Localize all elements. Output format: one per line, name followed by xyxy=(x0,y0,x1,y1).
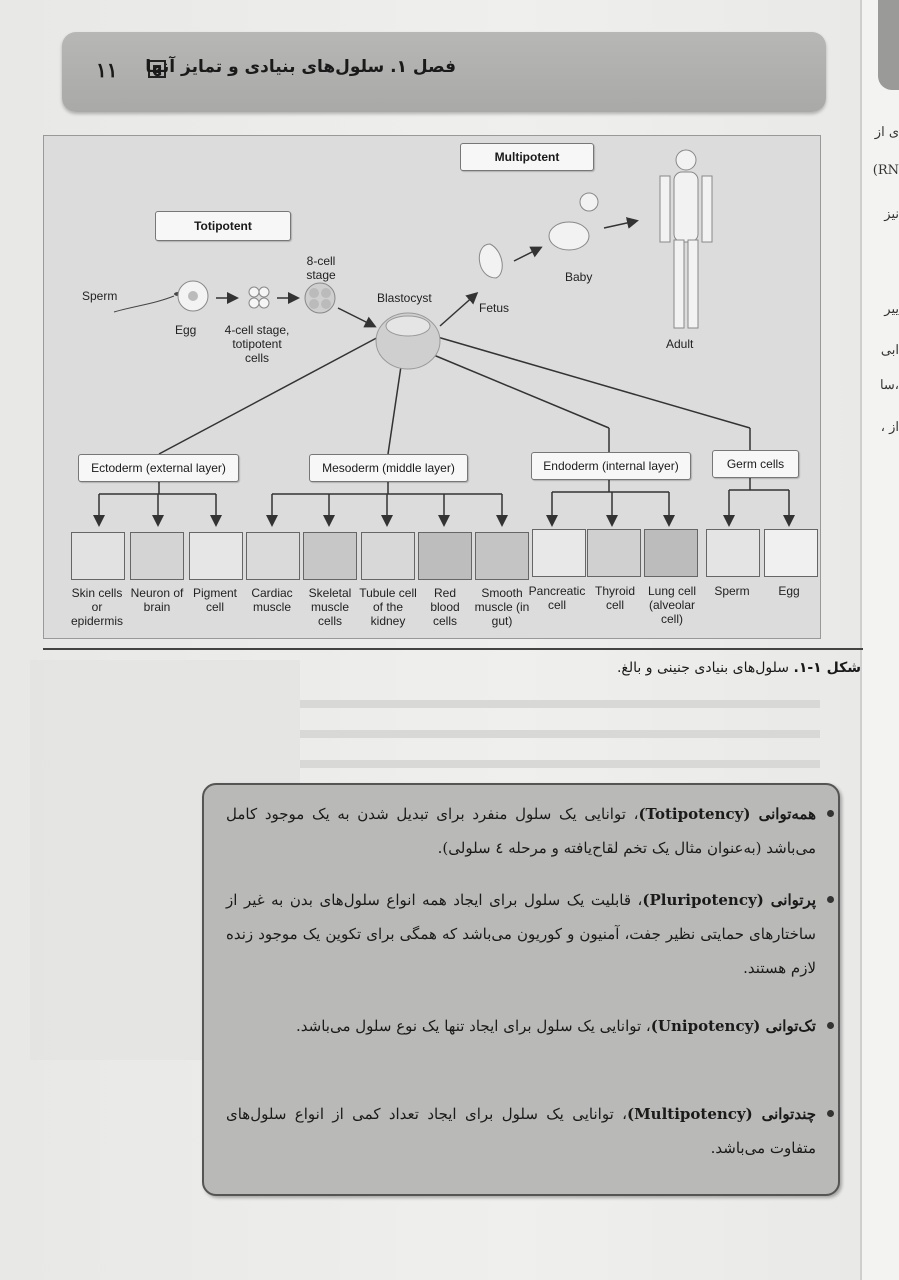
bullet-icon xyxy=(827,1022,834,1029)
germ-sperm-image xyxy=(706,529,760,577)
smooth-muscle-image xyxy=(475,532,529,580)
chapter-header xyxy=(62,32,826,112)
definitions-box xyxy=(202,783,840,1196)
pancreatic-cell-image xyxy=(532,529,586,577)
definition-term: چندتوانی (Multipotency) xyxy=(626,1105,817,1123)
totipotent-label-box: Totipotent xyxy=(155,211,291,241)
red-blood-cells-image xyxy=(418,532,472,580)
four-cell-label: 4-cell stage, totipotent cells xyxy=(224,323,290,365)
adjacent-page-edge xyxy=(860,0,899,1280)
cell-label: Tubule cell of the kidney xyxy=(359,586,417,628)
cardiac-muscle-image xyxy=(246,532,300,580)
cell-label: Smooth muscle (in gut) xyxy=(474,586,530,628)
bleed-through-text xyxy=(300,700,820,708)
caption-label: شکل ۱-۱. xyxy=(793,660,861,676)
lung-cell-image xyxy=(644,529,698,577)
eight-cell-label: 8-cell stage xyxy=(306,254,336,282)
page-number: ۱۱ xyxy=(96,58,118,82)
sperm-label: Sperm xyxy=(82,289,118,303)
fetus-label: Fetus xyxy=(479,301,510,315)
neuron-image xyxy=(130,532,184,580)
definition-term: همه‌توانی (Totipotency) xyxy=(638,805,817,823)
mesoderm-box: Mesoderm (middle layer) xyxy=(309,454,468,482)
adjacent-page-tab xyxy=(878,0,899,90)
cell-label: Cardiac muscle xyxy=(251,586,293,614)
cell-label: Skeletal muscle cells xyxy=(308,586,352,628)
definition-term: پرتوانی (Pluripotency) xyxy=(642,891,816,909)
ectoderm-box: Ectoderm (external layer) xyxy=(78,454,239,482)
cell-label: Lung cell (alveolar cell) xyxy=(647,584,697,626)
adjacent-text-fragment: ییر xyxy=(884,302,899,317)
figure-caption xyxy=(617,660,861,676)
bleed-through-text xyxy=(300,730,820,738)
cell-label: Thyroid cell xyxy=(594,584,635,612)
adjacent-text-fragment: ، از xyxy=(880,420,899,435)
thyroid-cell-image xyxy=(587,529,641,577)
definition-term: تک‌توانی (Unipotency) xyxy=(650,1017,816,1035)
caption-text: سلول‌های بنیادی جنینی و بالغ. xyxy=(616,660,794,676)
germ-egg-image xyxy=(764,529,818,577)
germ-cells-box: Germ cells xyxy=(712,450,799,478)
definition-text: ، قابلیت یک سلول برای ایجاد همه انواع سلول‌های بدن به غیر از ساختارهای حمایتی نظیر جفت، آمنیون و کوریون می‌باشد که همگی برای تکوین یک موجود زنده لازم هستند. xyxy=(226,891,816,977)
bullet-icon xyxy=(827,1110,834,1117)
figure-divider xyxy=(43,648,863,650)
skin-cell-image xyxy=(71,532,125,580)
adjacent-text-fragment: نیز xyxy=(884,207,899,222)
definition-text: ، توانایی یک سلول برای ایجاد تعداد کمی از انواع سلول‌های متفاوت می‌باشد. xyxy=(226,1105,816,1157)
definition-text: ، توانایی یک سلول منفرد برای تبدیل شدن به یک موجود کامل می‌باشد (به‌عنوان مثال یک تخم لقاح‌یافته و مرحله ٤ سلولی). xyxy=(226,805,816,857)
bullet-icon xyxy=(827,810,834,817)
bullet-icon xyxy=(827,896,834,903)
definition-item xyxy=(226,797,816,865)
adjacent-text-fragment: (RN xyxy=(872,163,899,178)
endoderm-box: Endoderm (internal layer) xyxy=(531,452,691,480)
egg-label: Egg xyxy=(175,323,197,337)
kidney-tubule-image xyxy=(361,532,415,580)
cell-label: Egg xyxy=(778,584,800,598)
cell-label: Skin cells or epidermis xyxy=(70,586,124,628)
adjacent-text-fragment: ابی xyxy=(880,343,899,358)
pigment-cell-image xyxy=(189,532,243,580)
adult-label: Adult xyxy=(666,337,694,351)
definition-item xyxy=(226,883,816,985)
cell-label: Red blood cells xyxy=(430,586,460,628)
blastocyst-label: Blastocyst xyxy=(377,291,432,305)
bleed-through-text xyxy=(300,760,820,768)
definition-item xyxy=(226,1009,816,1043)
chapter-title: فصل ۱. سلول‌های بنیادی و تمایز آنها xyxy=(145,57,456,77)
definition-item xyxy=(226,1097,816,1165)
multipotent-label-box: Multipotent xyxy=(460,143,594,171)
cell-label: Pigment cell xyxy=(192,586,238,614)
stem-cell-figure xyxy=(43,135,821,639)
adjacent-text-fragment: ی از xyxy=(874,125,899,140)
baby-label: Baby xyxy=(565,270,593,284)
cell-label: Pancreatic cell xyxy=(528,584,586,612)
definition-text: ، توانایی یک سلول برای ایجاد تنها یک نوع سلول می‌باشد. xyxy=(295,1017,651,1035)
cell-label: Sperm xyxy=(714,584,750,598)
adjacent-text-fragment: سا، xyxy=(879,378,899,393)
skeletal-muscle-image xyxy=(303,532,357,580)
cell-label: Neuron of brain xyxy=(130,586,184,614)
